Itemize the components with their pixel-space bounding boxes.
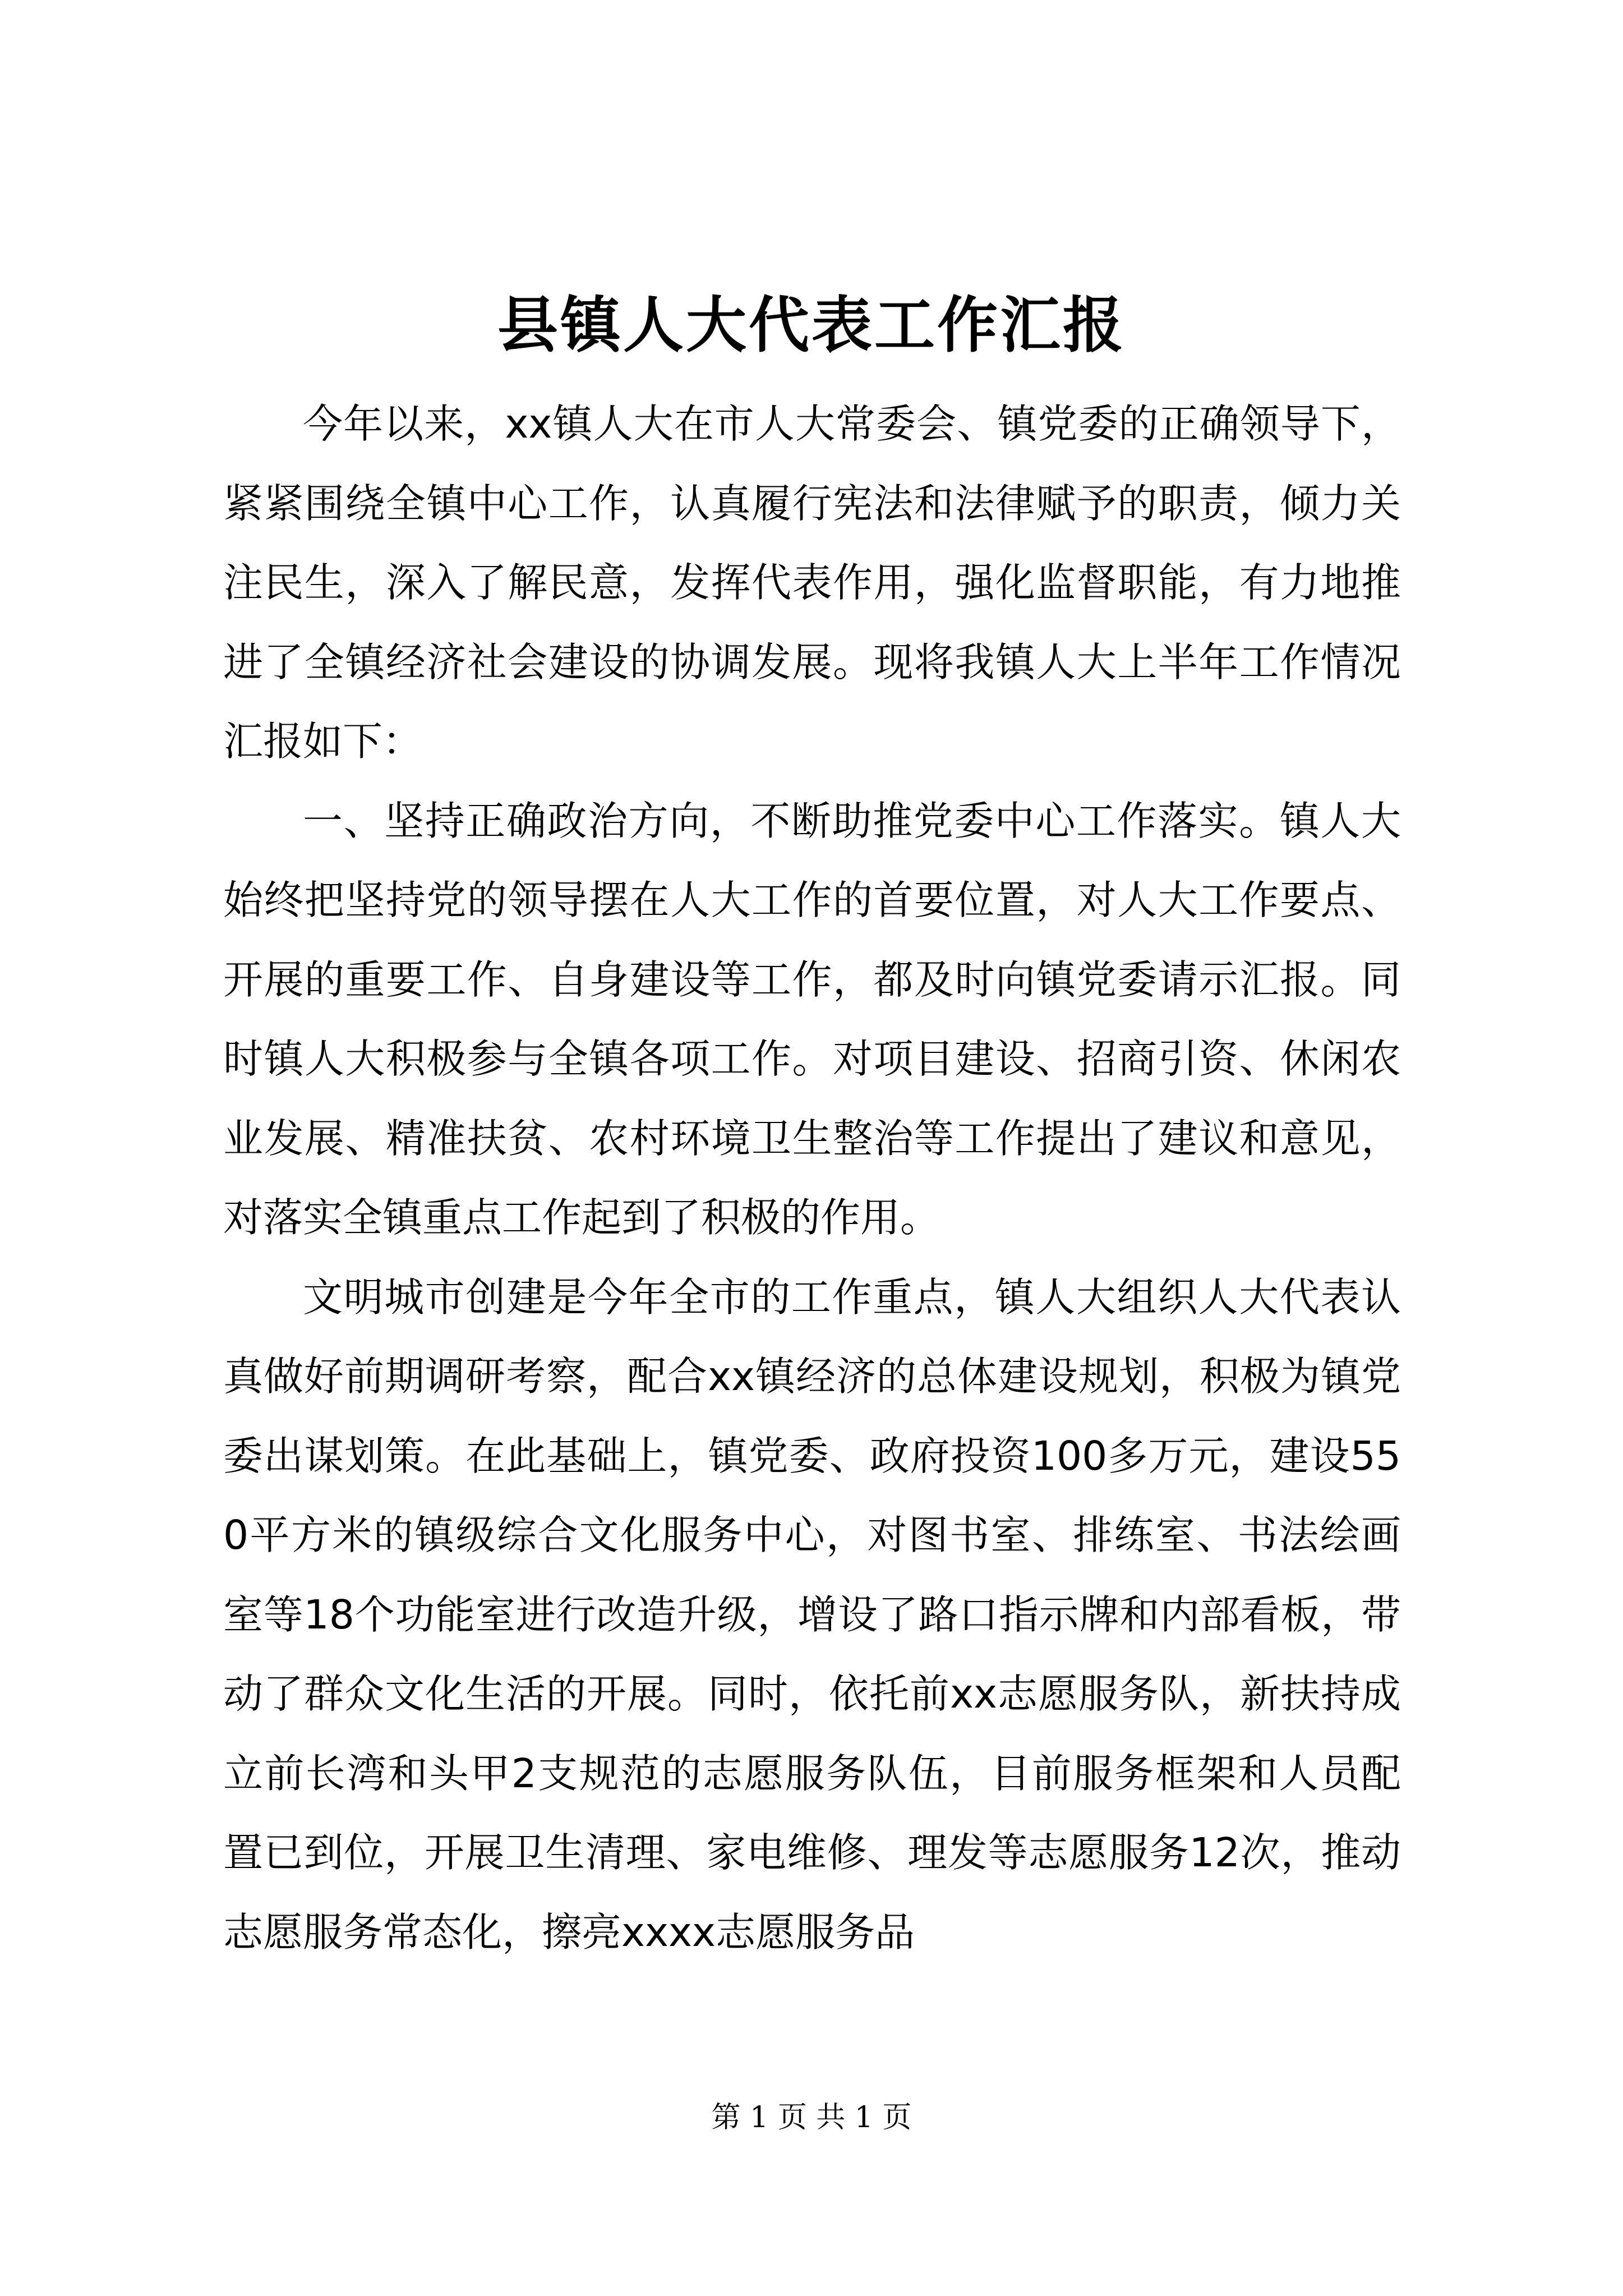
- page-footer: 第 1 页 共 1 页: [711, 2101, 912, 2134]
- paragraph-intro: 今年以来，xx镇人大在市人大常委会、镇党委的正确领导下，紧紧围绕全镇中心工作，认真履行宪法和法律赋予的职责，倾力关注民生，深入了解民意，发挥代表作用，强化监督职能，有力地推进了全镇经济社会建设的协调发展。现将我镇人大上半年工作情况汇报如下：: [223, 401, 1401, 765]
- document-body: [223, 384, 1401, 1972]
- paragraph-civilized-city: 文明城市创建是今年全市的工作重点，镇人大组织人大代表认真做好前期调研考察，配合xx镇经济的总体建设规划，积极为镇党委出谋划策。在此基础上，镇党委、政府投资100多万元，建设550平方米的镇级综合文化服务中心，对图书室、排练室、书法绘画室等18个功能室进行改造升级，增设了路口指示牌和内部看板，带动了群众文化生活的开展。同时，依托前xx志愿服务队，新扶持成立前长湾和头甲2支规范的志愿服务队伍，目前服务框架和人员配置已到位，开展卫生清理、家电维修、理发等志愿服务12次，推动志愿服务常态化，擦亮xxxx志愿服务品: [223, 1273, 1401, 1955]
- document-title: 县镇人大代表工作汇报: [497, 290, 1126, 361]
- paragraph-section-one: 一、坚持正确政治方向，不断助推党委中心工作落实。镇人大始终把坚持党的领导摆在人大工作的首要位置，对人大工作要点、开展的重要工作、自身建设等工作，都及时向镇党委请示汇报。同时镇人大积极参与全镇各项工作。对项目建设、招商引资、休闲农业发展、精准扶贫、农村环境卫生整治等工作提出了建议和意见，对落实全镇重点工作起到了积极的作用。: [223, 797, 1401, 1241]
